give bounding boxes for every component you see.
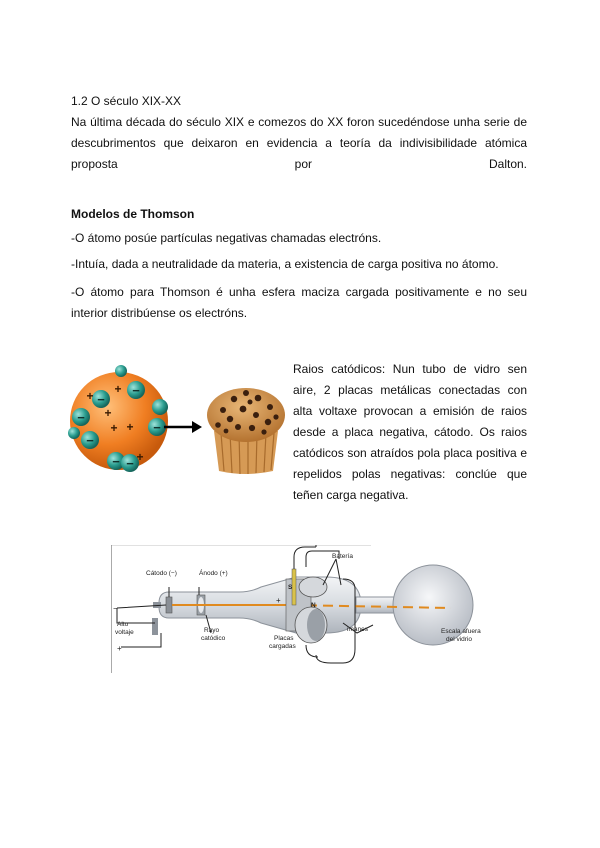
svg-text:−: − bbox=[97, 392, 105, 407]
intro-paragraph: Na última década do século XIX e comezos do XX foron sucedéndose unha serie de descubrimentos que deixaron en evidencia a teoría da indivisibilidade atómica proposta por Dalton. bbox=[71, 115, 527, 171]
svg-text:Ánodo (+): Ánodo (+) bbox=[199, 570, 228, 577]
svg-text:catódico: catódico bbox=[201, 635, 226, 642]
svg-text:S: S bbox=[288, 584, 293, 591]
svg-text:Alto: Alto bbox=[117, 621, 129, 628]
thomson-bullet-electrons: -O átomo posúe partículas negativas chamadas electróns. bbox=[71, 231, 382, 245]
cathode-rays-paragraph: Raios catódicos: Nun tubo de vidro sen aire, 2 placas metálicas conectadas con alta voltaxe provocan a emisión de raios desde a placa negativa, cátodo. Os raios catódicos son atraídos pola placa positiva e repelidos polas negativas: conclúe que teñen carga negativa. bbox=[293, 362, 527, 502]
svg-text:+: + bbox=[117, 644, 122, 653]
thomson-models-heading: Modelos de Thomson bbox=[71, 207, 195, 221]
svg-text:Cátodo (−): Cátodo (−) bbox=[146, 570, 177, 577]
svg-text:−: − bbox=[126, 456, 134, 471]
svg-text:−: − bbox=[112, 454, 120, 469]
thomson-bullet-neutrality: -Intuía, dada a neutralidade da materia, a existencia de carga positiva no átomo. bbox=[71, 257, 499, 271]
svg-text:Batería: Batería bbox=[332, 553, 353, 560]
svg-text:voltaje: voltaje bbox=[115, 629, 134, 636]
svg-text:del vidrio: del vidrio bbox=[446, 636, 473, 643]
svg-text:+: + bbox=[110, 421, 118, 435]
svg-text:Escala afuera: Escala afuera bbox=[441, 628, 481, 635]
svg-text:+: + bbox=[276, 596, 281, 605]
svg-text:−: − bbox=[77, 410, 85, 425]
muffin-icon bbox=[207, 388, 285, 474]
svg-text:−: − bbox=[86, 433, 94, 448]
svg-text:−: − bbox=[153, 420, 161, 435]
thomson-bullet-sphere: -O átomo para Thomson é unha esfera maciza cargada positivamente e no seu interior distribúense os electróns. bbox=[71, 285, 527, 320]
svg-text:+: + bbox=[104, 406, 112, 420]
thomson-model-figure bbox=[68, 365, 286, 477]
svg-text:+: + bbox=[86, 389, 94, 403]
svg-text:Rayo: Rayo bbox=[204, 627, 220, 634]
svg-text:Placas: Placas bbox=[274, 635, 294, 642]
section-heading: 1.2 O século XIX-XX bbox=[71, 94, 182, 108]
svg-text:+: + bbox=[126, 420, 134, 434]
svg-text:cargadas: cargadas bbox=[269, 643, 296, 650]
cathode-ray-tube-diagram bbox=[111, 545, 501, 673]
svg-text:+: + bbox=[136, 450, 144, 464]
svg-text:N: N bbox=[311, 602, 316, 609]
svg-text:imanes: imanes bbox=[347, 626, 368, 633]
svg-text:−: − bbox=[113, 604, 118, 613]
svg-text:−: − bbox=[132, 383, 140, 398]
svg-text:+: + bbox=[114, 382, 122, 396]
arrow-icon bbox=[164, 421, 202, 433]
